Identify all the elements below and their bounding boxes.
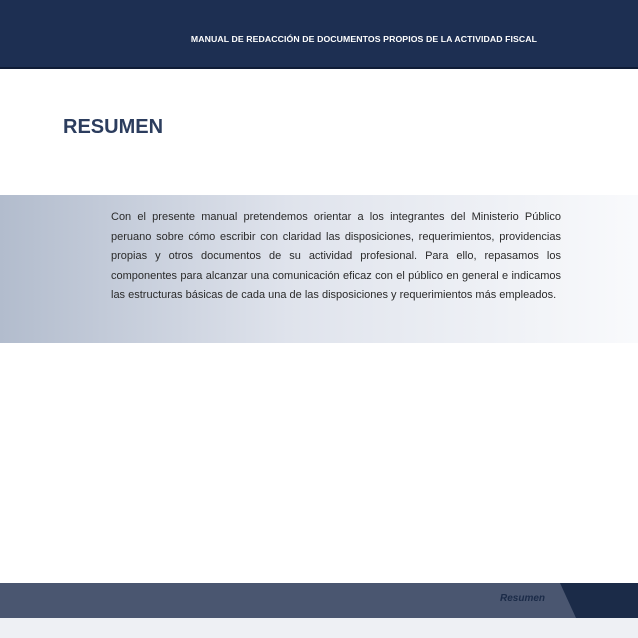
footer-section-label: Resumen bbox=[499, 593, 545, 604]
page-header bbox=[0, 0, 638, 69]
footer-strip bbox=[0, 618, 638, 638]
manual-title: MANUAL DE REDACCIÓN DE DOCUMENTOS PROPIOS DE LA ACTIVIDAD FISCAL bbox=[190, 34, 538, 44]
page-title: RESUMEN bbox=[63, 116, 164, 138]
summary-paragraph: Con el presente manual pretendemos orientar a los integrantes del Ministerio Público peruano sobre cómo escribir con claridad las disposiciones, requerimientos, providencias propias y otros documentos de su actividad profesional. Para ello, repasamos los componentes para alcanzar una comunicación eficaz con el público en general e indicamos las estructuras básicas de cada una de las disposiciones y requerimientos más empleados. bbox=[111, 211, 561, 302]
